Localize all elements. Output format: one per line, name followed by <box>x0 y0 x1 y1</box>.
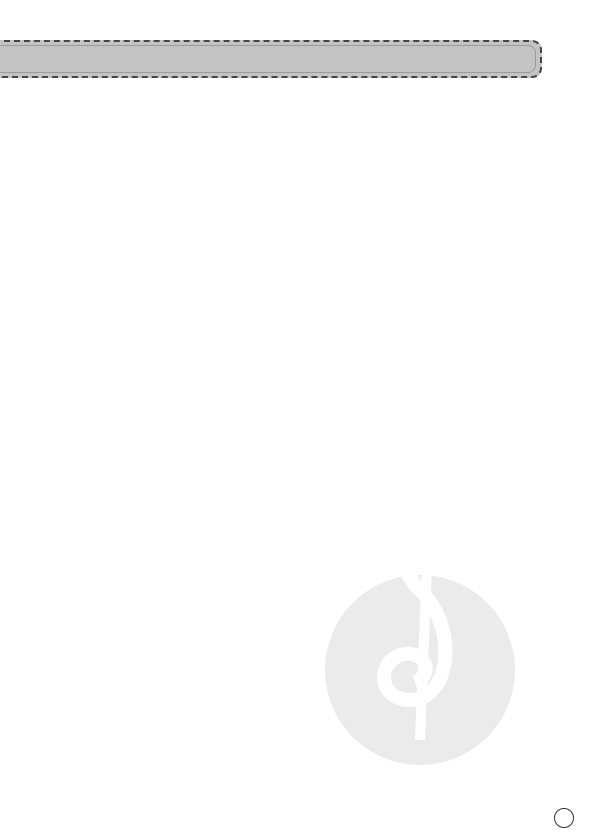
treble-clef-watermark <box>320 470 520 770</box>
header-banner <box>0 40 542 78</box>
page-number <box>554 808 574 828</box>
